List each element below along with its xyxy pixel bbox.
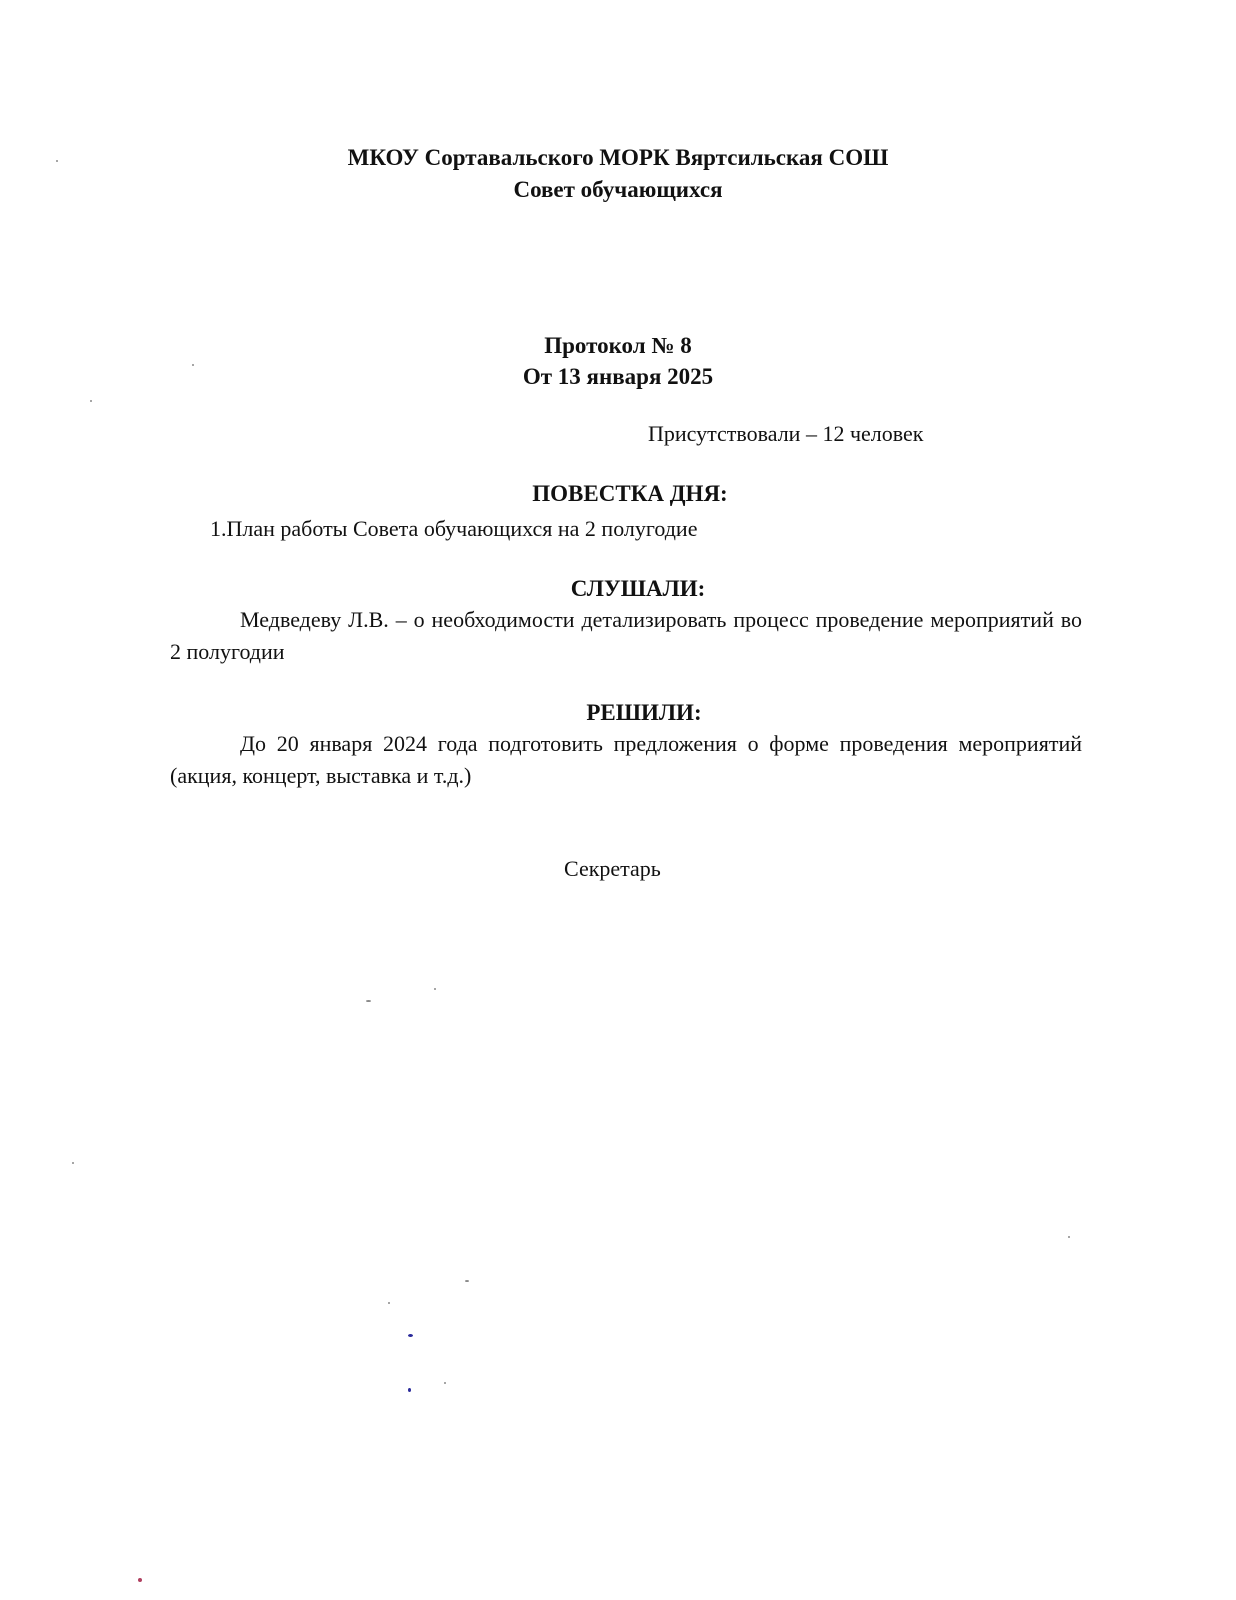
scan-speck	[1068, 1236, 1070, 1238]
protocol-title: Протокол № 8	[544, 333, 692, 358]
scan-speck	[366, 1000, 371, 1002]
scan-speck	[56, 160, 58, 162]
heard-paragraph: Медведеву Л.В. – о необходимости детализировать процесс проведение мероприятий во 2 полугодии	[170, 607, 1082, 664]
scan-speck	[444, 1382, 446, 1384]
agenda-item: 1.План работы Совета обучающихся на 2 полугодие	[210, 516, 698, 541]
decided-heading: РЕШИЛИ:	[586, 700, 702, 725]
scan-speck	[465, 1280, 469, 1282]
council-name: Совет обучающихся	[513, 177, 723, 202]
scan-speck	[90, 400, 92, 402]
protocol-date: От 13 января 2025	[522, 364, 714, 389]
heard-heading: СЛУШАЛИ:	[570, 576, 706, 601]
scan-speck	[72, 1162, 74, 1164]
scan-speck	[192, 364, 194, 366]
attendance-line: Присутствовали – 12 человек	[648, 421, 924, 446]
secretary-label: Секретарь	[564, 856, 661, 881]
agenda-heading: ПОВЕСТКА ДНЯ:	[532, 481, 728, 506]
scan-speck	[408, 1334, 413, 1337]
decided-paragraph: До 20 января 2024 года подготовить предложения о форме проведения мероприятий (акция, концерт, выставка и т.д.)	[170, 731, 1082, 788]
scan-speck	[408, 1388, 411, 1392]
scan-speck	[434, 988, 436, 990]
scan-speck	[388, 1302, 390, 1304]
organization-name: МКОУ Сортавальского МОРК Вяртсильская СОШ	[347, 145, 889, 170]
scan-speck	[138, 1578, 142, 1582]
